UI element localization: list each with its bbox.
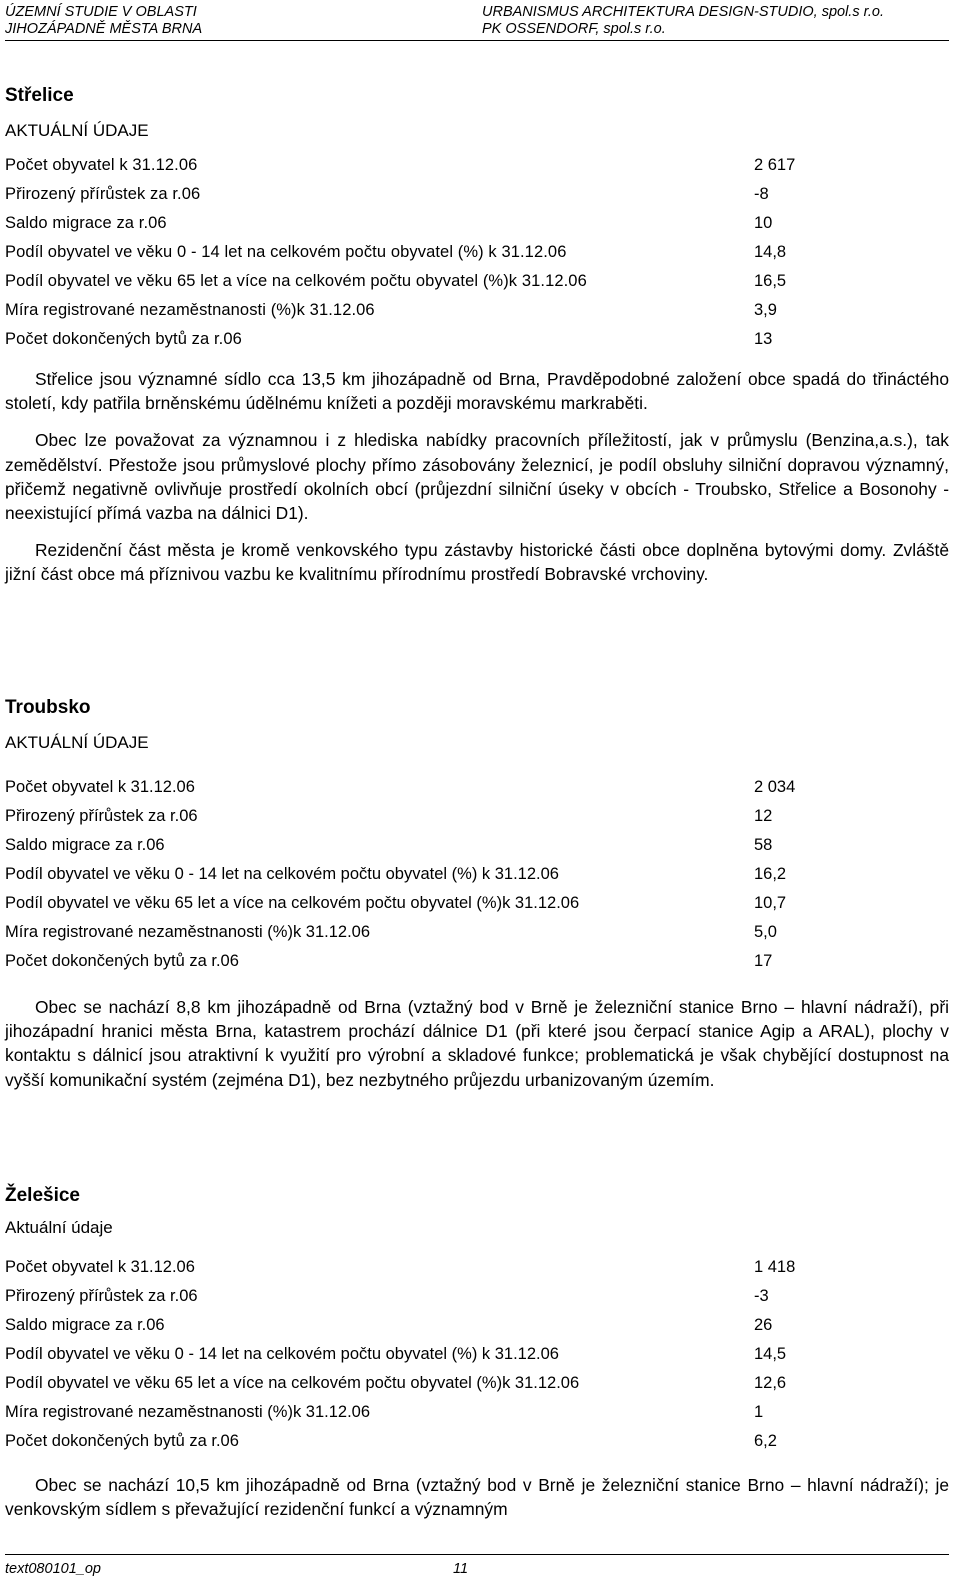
stat-label: Počet obyvatel k 31.12.06 — [5, 156, 198, 174]
stats-table — [5, 150, 949, 353]
stat-row — [5, 1368, 949, 1397]
paragraph: Obec lze považovat za významnou i z hlediska nabídky pracovních příležitostí, jak v průmyslu (Benzina,a.s.), tak zemědělství. Přestože jsou průmyslové plochy přímo zásobovány železnicí, je podíl obsluhy silniční dopravou významný, přičemž negativně ovlivňuje prostředí okolních obcí (průjezdní silniční úseky v obcích - Troubsko, Střelice a Bosonohy - neexistující přímá vazba na dálnici D1). — [5, 430, 949, 524]
stat-value: 3,9 — [754, 301, 777, 319]
stat-value: 58 — [754, 836, 773, 854]
stat-value: 14,8 — [754, 243, 787, 261]
stat-label: Přirozený přírůstek za r.06 — [5, 807, 198, 825]
stat-row — [5, 946, 949, 975]
stat-value: 6,2 — [754, 1432, 777, 1450]
stat-label: Míra registrované nezaměstnanosti (%)k 31.12.06 — [5, 923, 371, 941]
section-title: Želešice — [5, 1185, 80, 1206]
paragraph: Střelice jsou významné sídlo cca 13,5 km jihozápadně od Brna, Pravděpodobné založení obce spadá do třináctého století, kdy patřila brněnskému údělnému knížeti a později moravskému markraběti. — [5, 369, 949, 414]
stats-table — [5, 772, 949, 975]
stat-row — [5, 1339, 949, 1368]
stat-row — [5, 150, 949, 179]
header-rule — [5, 40, 949, 41]
stat-label: Saldo migrace za r.06 — [5, 214, 167, 232]
stat-row — [5, 1252, 949, 1281]
paragraph: Rezidenční část města je kromě venkovského typu zástavby historické části obce doplněna bytovými domy. Zvláště jižní část obce má příznivou vazbu ke kvalitnímu přírodnímu prostředí Bobravské vrchoviny. — [5, 540, 949, 585]
stat-value: 12 — [754, 807, 773, 825]
stat-value: 1 418 — [754, 1258, 796, 1276]
stat-value: 17 — [754, 952, 773, 970]
stat-label: Míra registrované nezaměstnanosti (%)k 31.12.06 — [5, 1403, 371, 1421]
section-title: Troubsko — [5, 697, 91, 718]
stat-value: 5,0 — [754, 923, 777, 941]
header-left — [5, 4, 202, 38]
section-subtitle: Aktuální údaje — [5, 1218, 113, 1237]
stat-label: Přirozený přírůstek za r.06 — [5, 185, 201, 203]
stat-label: Míra registrované nezaměstnanosti (%)k 31.12.06 — [5, 301, 375, 319]
stat-label: Podíl obyvatel ve věku 0 - 14 let na celkovém počtu obyvatel (%) k 31.12.06 — [5, 1345, 559, 1363]
stat-label: Saldo migrace za r.06 — [5, 1316, 165, 1334]
stat-value: 10,7 — [754, 894, 787, 912]
section-body — [5, 367, 949, 587]
stat-label: Počet dokončených bytů za r.06 — [5, 330, 242, 348]
stat-row — [5, 295, 949, 324]
header-right — [482, 4, 884, 38]
stat-value: 16,2 — [754, 865, 787, 883]
stat-value: 13 — [754, 330, 773, 348]
stat-value: 1 — [754, 1403, 764, 1421]
page-footer — [5, 1554, 949, 1584]
stat-value: 12,6 — [754, 1374, 787, 1392]
stats-table — [5, 1252, 949, 1455]
section-subtitle: AKTUÁLNÍ ÚDAJE — [5, 733, 149, 752]
stat-row — [5, 772, 949, 801]
paragraph: Obec se nachází 10,5 km jihozápadně od Brna (vztažný bod v Brně je železniční stanice Brno – hlavní nádraží); je venkovským sídlem s převažující rezidenční funkcí a významným — [5, 1475, 949, 1520]
footer-rule — [5, 1554, 949, 1555]
section-strelice — [5, 84, 949, 587]
section-body — [5, 1473, 949, 1521]
header-left-line2: JIHOZÁPADNĚ MĚSTA BRNA — [5, 21, 203, 37]
header-right-line2: PK OSSENDORF, spol.s r.o. — [482, 21, 666, 37]
stat-label: Počet dokončených bytů za r.06 — [5, 1432, 239, 1450]
stat-value: -8 — [754, 185, 769, 203]
section-body — [5, 995, 949, 1092]
stat-value: -3 — [754, 1287, 769, 1305]
stat-label: Přirozený přírůstek za r.06 — [5, 1287, 198, 1305]
stat-row — [5, 1310, 949, 1339]
stat-row — [5, 830, 949, 859]
section-subtitle: AKTUÁLNÍ ÚDAJE — [5, 121, 149, 140]
page-number: 11 — [453, 1561, 469, 1577]
stat-row — [5, 324, 949, 353]
stat-row — [5, 1426, 949, 1455]
stat-label: Podíl obyvatel ve věku 65 let a více na celkovém počtu obyvatel (%)k 31.12.06 — [5, 272, 587, 290]
section-troubsko — [5, 696, 949, 1092]
stat-row — [5, 801, 949, 830]
stat-row — [5, 917, 949, 946]
stat-value: 2 034 — [754, 778, 796, 796]
stat-row — [5, 1397, 949, 1426]
footer-doc-id: text080101_op — [5, 1561, 101, 1577]
page-header — [5, 4, 949, 40]
stat-label: Počet obyvatel k 31.12.06 — [5, 1258, 195, 1276]
paragraph: Obec se nachází 8,8 km jihozápadně od Brna (vztažný bod v Brně je železniční stanice Brno – hlavní nádraží), při jihozápadní hranici města Brna, katastrem prochází dálnice D1 (při které jsou čerpací stanice Agip a ARAL), plochy v kontaktu s dálnicí jsou atraktivní k využití pro výrobní a skladové funkce; problematická je však chybějící dostupnost na vyšší komunikační systém (zejména D1), bez nezbytného průjezdu urbanizovaným územím. — [5, 997, 949, 1090]
stat-row — [5, 888, 949, 917]
stat-value: 26 — [754, 1316, 773, 1334]
stat-label: Podíl obyvatel ve věku 65 let a více na celkovém počtu obyvatel (%)k 31.12.06 — [5, 1374, 580, 1392]
stat-value: 16,5 — [754, 272, 787, 290]
stat-label: Podíl obyvatel ve věku 0 - 14 let na celkovém počtu obyvatel (%) k 31.12.06 — [5, 865, 559, 883]
header-left-line1: ÚZEMNÍ STUDIE V OBLASTI — [5, 4, 197, 20]
stat-row — [5, 859, 949, 888]
stat-label: Počet obyvatel k 31.12.06 — [5, 778, 195, 796]
stat-label: Saldo migrace za r.06 — [5, 836, 165, 854]
section-title: Střelice — [5, 85, 74, 106]
stat-row — [5, 237, 949, 266]
stat-value: 10 — [754, 214, 773, 232]
stat-row — [5, 179, 949, 208]
section-zelesice — [5, 1184, 949, 1521]
stat-value: 14,5 — [754, 1345, 787, 1363]
stat-value: 2 617 — [754, 156, 796, 174]
stat-label: Počet dokončených bytů za r.06 — [5, 952, 239, 970]
stat-row — [5, 266, 949, 295]
stat-row — [5, 1281, 949, 1310]
stat-row — [5, 208, 949, 237]
stat-label: Podíl obyvatel ve věku 65 let a více na celkovém počtu obyvatel (%)k 31.12.06 — [5, 894, 580, 912]
header-right-line1: URBANISMUS ARCHITEKTURA DESIGN-STUDIO, spol.s r.o. — [482, 4, 885, 20]
stat-label: Podíl obyvatel ve věku 0 - 14 let na celkovém počtu obyvatel (%) k 31.12.06 — [5, 243, 567, 261]
